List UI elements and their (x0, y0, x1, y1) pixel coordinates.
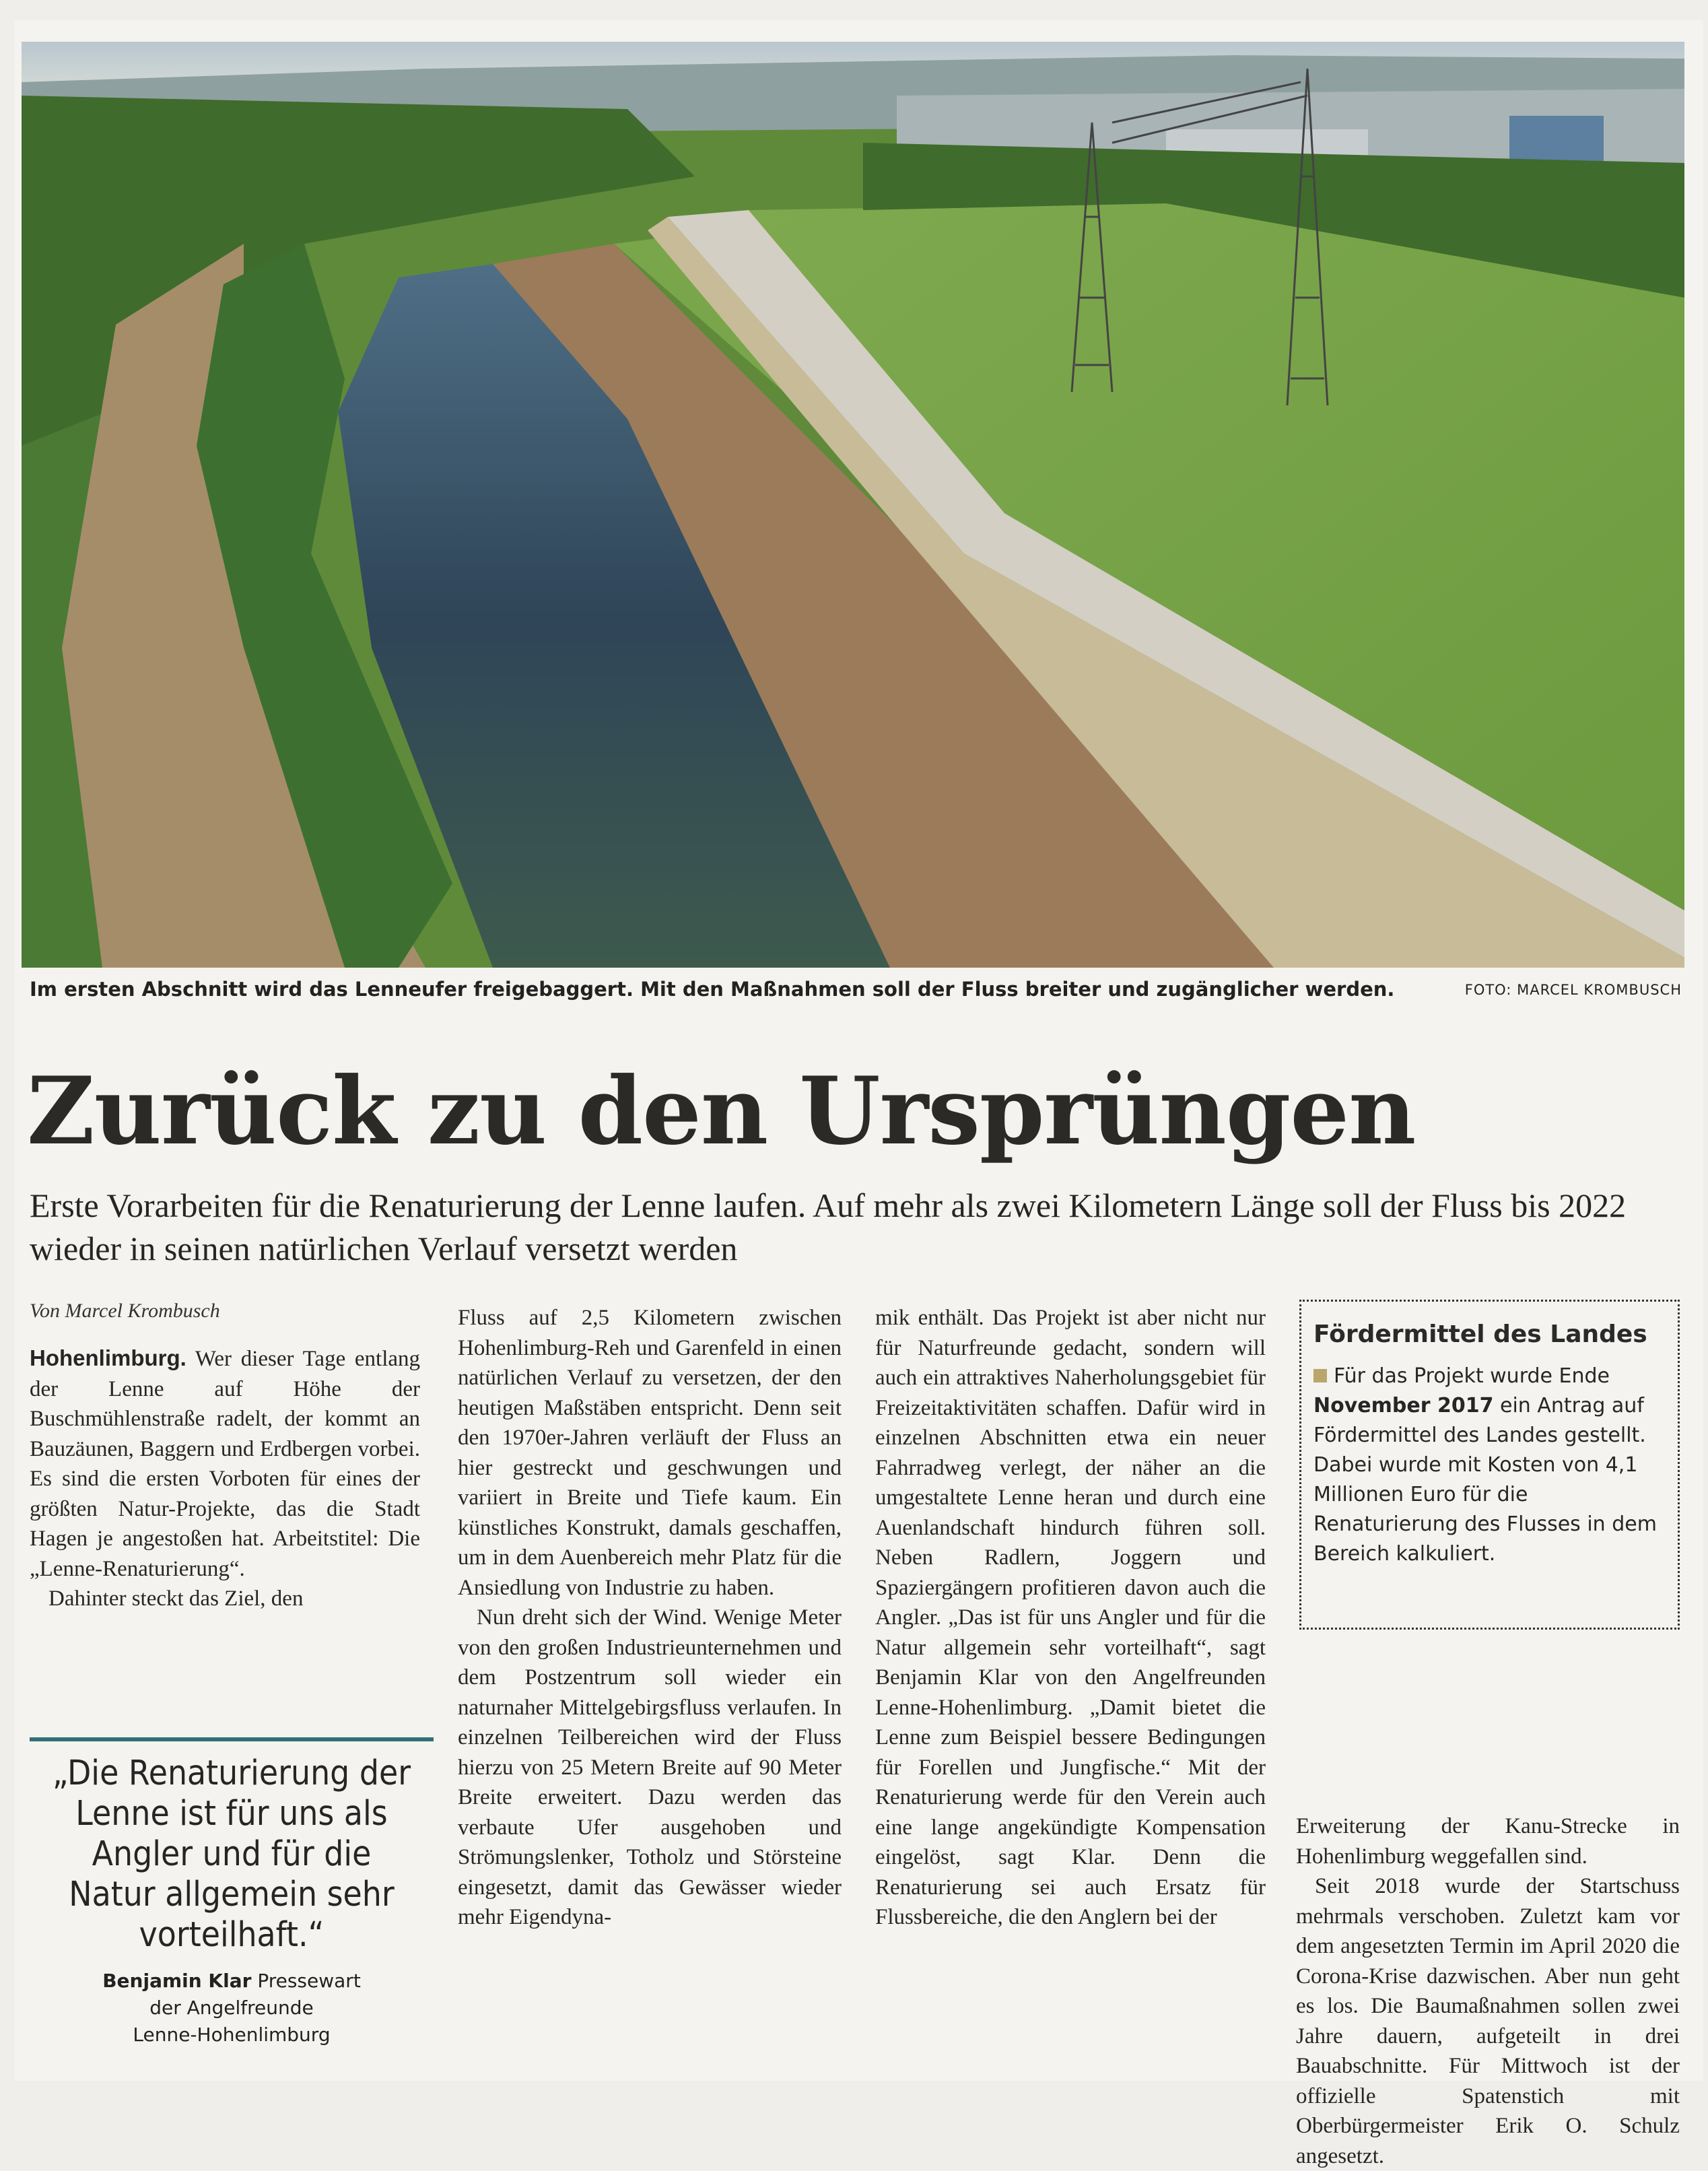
paragraph: Nun dreht sich der Wind. Wenige Meter von den großen Industrieunternehmen und dem Postzentrum soll wieder ein naturnaher Mittelgebirgsfluss verlaufen. In einzelnen Teilbereichen wird der Fluss hierzu von 25 Metern Breite auf 90 Meter Breite erweitert. Dazu werden das verbaute Ufer ausgehoben und Strömungslenker, Totholz und Störsteine eingesetzt, damit das Gewässer wieder mehr Eigendyna- (458, 1605, 842, 1929)
pull-quote (30, 1737, 434, 2048)
dateline: Hohenlimburg. (30, 1345, 186, 1370)
paragraph: Fluss auf 2,5 Kilometern zwischen Hohenlimburg-Reh und Garenfeld in einen natürlichen Verlauf zu versetzen, der den heutigen Maßstäben entspricht. Denn seit den 1970er-Jahren verläuft der Fluss an hier gestreckt und geschwungen und variiert in Breite und Tiefe kaum. Ein künstliches Konstrukt, damals geschaffen, um in dem Auenbereich mehr Platz für die Ansiedlung von Industrie zu haben. (458, 1306, 842, 1600)
bullet-square-icon (1313, 1369, 1327, 1382)
caption-text: Im ersten Abschnitt wird das Lenneufer freigebaggert. Mit den Maßnahmen soll der Fluss breiter und zugänglicher werden. (30, 978, 1395, 1001)
quote-name: Benjamin Klar (102, 1970, 252, 1992)
quote-role: Pressewart (257, 1970, 361, 1992)
photo-caption (30, 978, 1686, 1009)
photo-credit: FOTO: MARCEL KROMBUSCH (1464, 982, 1682, 998)
column-3 (875, 1303, 1266, 1933)
column-2 (458, 1303, 842, 1933)
byline: Von Marcel Krombusch (30, 1300, 220, 1322)
headline: Zurück zu den Ursprüngen (27, 1056, 1416, 1166)
quote-role: Lenne-Hohenlimburg (133, 2024, 331, 2046)
paragraph: mik enthält. Das Projekt ist aber nicht nur für Naturfreunde gedacht, sondern will auch ein attraktives Naherholungsgebiet für Freizeitaktivitäten schaffen. Dafür wird in einzelnen Abschnitten etwa ein neuer Fahrradweg verlegt, der näher an die umgestaltete Lenne heran und durch eine Auenlandschaft hindurch führen soll. Neben Radlern, Joggern und Spaziergängern profitieren davon auch die Angler. „Das ist für uns Angler und für die Natur allgemein sehr vorteilhaft“, sagt Benjamin Klar von den Angelfreunden Lenne-Hohenlimburg. „Damit bietet die Lenne zum Beispiel bessere Bedingungen für Forellen und Jungfische.“ Mit der Renaturierung werde für den Verein auch eine lange angekündigte Kompensation eingelöst, sagt Klar. Denn die Renaturierung sei auch Ersatz für Flussbereiche, die den Anglern bei der (875, 1306, 1266, 1929)
paragraph (30, 1343, 420, 1584)
river-aerial-photo (22, 42, 1684, 968)
paragraph: Erweiterung der Kanu-Strecke in Hohenlimburg weggefallen sind. (1296, 1814, 1680, 1869)
info-box (1299, 1300, 1680, 1630)
info-box-title: Fördermittel des Landes (1313, 1321, 1647, 1348)
subheadline: Erste Vorarbeiten für die Renaturierung der Lenne laufen. Auf mehr als zwei Kilometern Länge soll der Fluss bis 2022 wieder in seinen natürlichen Verlauf versetzt werden (30, 1187, 1627, 1267)
quote-bar (30, 1737, 434, 1741)
quote-text: „Die Renaturierung der Lenne ist für uns als Angler und für die Natur allgemein sehr vorteilhaft.“ (52, 1754, 411, 1955)
info-text: Für das Projekt wurde Ende (1334, 1364, 1610, 1388)
info-box-text (1313, 1362, 1666, 1569)
paragraph: Dahinter steckt das Ziel, den (48, 1586, 304, 1611)
info-text: ein Antrag auf Fördermittel des Landes gestellt. Dabei wurde mit Kosten von 4,1 Millionen Euro für die Renaturierung des Flusses in dem Bereich kalkuliert. (1313, 1394, 1657, 1566)
column-4 (1296, 1811, 1680, 2171)
quote-role: der Angelfreunde (149, 1997, 314, 2019)
column-1 (30, 1343, 420, 1614)
paragraph: Seit 2018 wurde der Startschuss mehrmals verschoben. Zuletzt kam vor dem angesetzten Termin im April 2020 die Corona-Krise dazwischen. Aber nun geht es los. Die Baumaßnahmen sollen zwei Jahre dauern, aufgeteilt in drei Bauabschnitte. Für Mittwoch ist der offizielle Spatenstich mit Oberbürgermeister Erik O. Schulz angesetzt. (1296, 1874, 1680, 2168)
info-text-bold: November 2017 (1313, 1394, 1494, 1417)
quote-attribution (30, 1968, 434, 2048)
paragraph-text: Wer dieser Tage entlang der Lenne auf Höhe der Buschmühlenstraße radelt, der kommt an Bauzäunen, Baggern und Erdbergen vorbei. Es sind die ersten Vorboten für eines der größten Natur-Projekte, das die Stadt Hagen je angestoßen hat. Arbeitstitel: Die „Lenne-Renaturierung“. (30, 1347, 421, 1581)
